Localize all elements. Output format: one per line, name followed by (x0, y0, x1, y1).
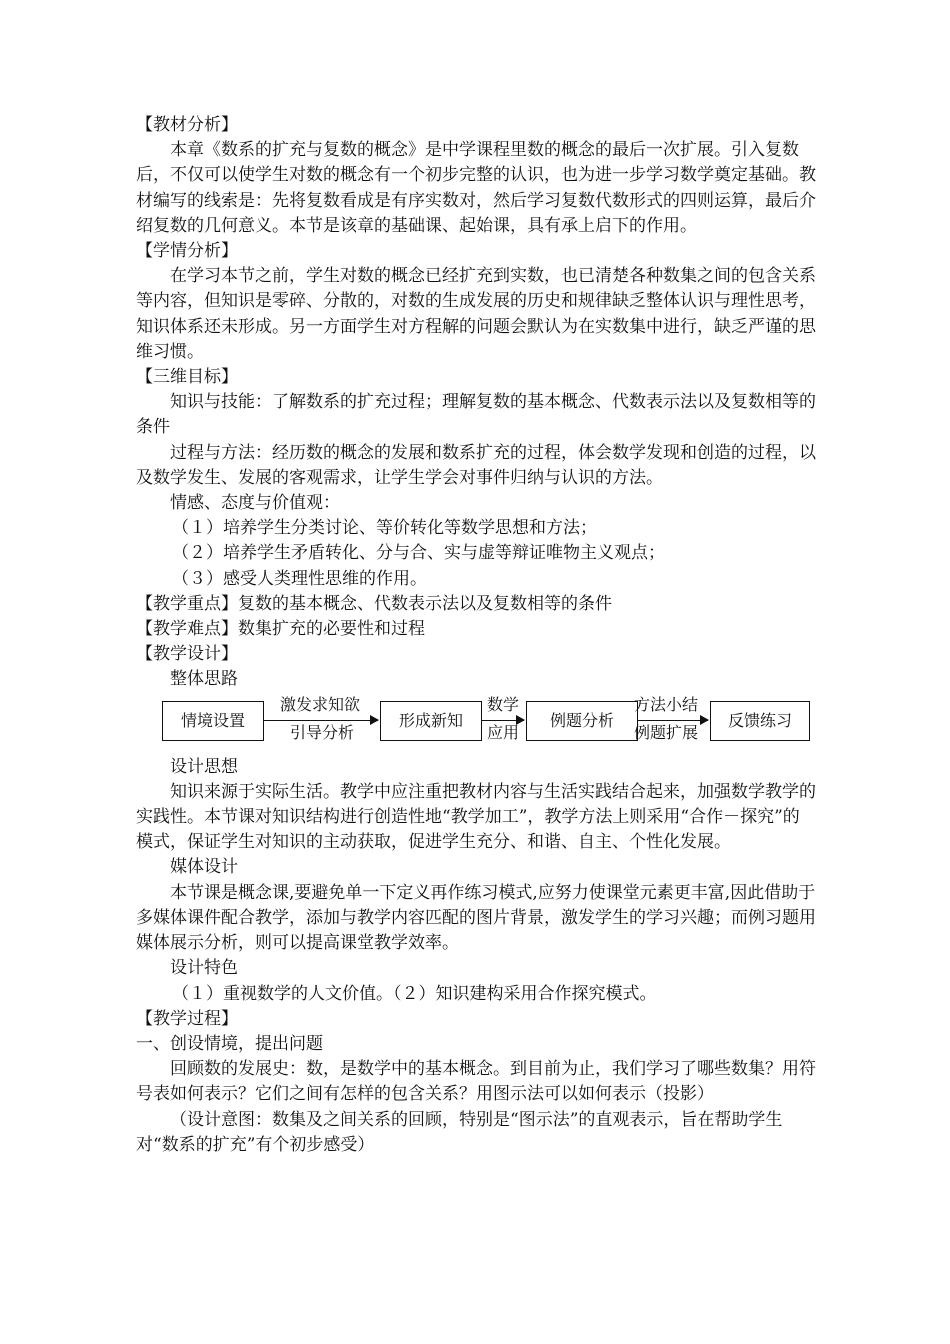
flow-box-situation: 情境设置 (162, 701, 264, 741)
goal-process-paragraph: 过程与方法：经历数的概念的发展和数系扩充的过程，体会数学发现和创造的过程，以及数学发生、发展的客观需求，让学生学会对事件归纳与认识的方法。 (136, 442, 816, 488)
design-idea-title: 设计思想 (170, 756, 238, 777)
flow-box-new-knowledge: 形成新知 (380, 701, 482, 741)
overall-idea-title: 整体思路 (170, 669, 238, 690)
media-design-paragraph: 本节课是概念课,要避免单一下定义再作练习模式,应努力使课堂元素更丰富,因此借助于多媒体课件配合教学，添加与教学内容匹配的图片背景，激发学生的学习兴趣；而例习题用媒体展示分析，则可以提高课堂教学效率。 (136, 882, 816, 954)
flow-label-apply: 应用 (487, 722, 520, 742)
flow-label-guide: 引导分析 (290, 722, 355, 742)
section-heading-student-analysis: 【学情分析】 (136, 241, 238, 262)
process-step1-note: （设计意图：数集及之间关系的回顾，特别是“图示法”的直观表示，旨在帮助学生对“数系的扩充”有个初步感受） (136, 1109, 783, 1155)
section-heading-key-point: 【教学重点】 (136, 593, 238, 614)
section-heading-difficulty: 【教学难点】 (136, 619, 238, 640)
flow-label-extend: 例题扩展 (634, 722, 699, 742)
flow-arrow (638, 720, 708, 722)
flow-label-math: 数学 (487, 694, 520, 714)
section-heading-textbook-analysis: 【教材分析】 (136, 115, 238, 135)
goal-emotion-item: （３）感受人类理性思维的作用。 (172, 568, 427, 589)
flow-box-feedback: 反馈练习 (710, 701, 810, 741)
goal-emotion-item: （２）培养学生矛盾转化、分与合、实与虚等辩证唯物主义观点； (172, 543, 665, 564)
section-heading-design: 【教学设计】 (136, 644, 238, 665)
flow-box-example: 例题分析 (526, 701, 638, 741)
difficulty-line (136, 617, 816, 642)
teaching-flow-diagram (162, 695, 816, 751)
flow-arrow (482, 720, 524, 722)
goal-emotion-title: 情感、态度与价值观： (170, 493, 340, 514)
section-heading-goals: 【三维目标】 (136, 367, 238, 388)
document-page (136, 113, 816, 1158)
flow-label-summary: 方法小结 (634, 694, 699, 714)
goal-emotion-item: （１）培养学生分类讨论、等价转化等数学思想和方法； (172, 518, 597, 539)
section-heading-process: 【教学过程】 (136, 1008, 238, 1029)
process-step1-title: 一、创设情境，提出问题 (136, 1033, 323, 1054)
flow-arrow (264, 720, 378, 722)
difficulty-text: 数集扩充的必要性和过程 (238, 619, 425, 640)
flow-label-motivate: 激发求知欲 (280, 694, 361, 714)
key-point-text: 复数的基本概念、代数表示法以及复数相等的条件 (238, 593, 612, 614)
design-feature-title: 设计特色 (170, 958, 238, 979)
goal-knowledge-paragraph: 知识与技能：了解数系的扩充过程；理解复数的基本概念、代数表示法以及复数相等的条件 (136, 392, 816, 438)
design-idea-paragraph: 知识来源于实际生活。教学中应注重把教材内容与生活实践结合起来，加强数学教学的实践性。本节课对知识结构进行创造性地“教学加工”，教学方法上则采用“合作－探究”的模式，保证学生对知识的主动获取，促进学生充分、和谐、自主、个性化发展。 (136, 781, 816, 853)
media-design-title: 媒体设计 (170, 857, 238, 878)
design-feature-paragraph: （１）重视数学的人文价值。（２）知识建构采用合作探究模式。 (172, 983, 657, 1004)
process-step1-paragraph: 回顾数的发展史：数，是数学中的基本概念。到目前为止，我们学习了哪些数集？用符号表如何表示？它们之间有怎样的包含关系？用图示法可以如何表示（投影） (136, 1059, 816, 1105)
textbook-analysis-paragraph: 本章《数系的扩充与复数的概念》是中学课程里数的概念的最后一次扩展。引入复数后，不仅可以使学生对数的概念有一个初步完整的认识，也为进一步学习数学奠定基础。教材编写的线索是：先将复数看成是有序实数对，然后学习复数代数形式的四则运算，最后介绍复数的几何意义。本节是该章的基础课、起始课，具有承上启下的作用。 (136, 140, 816, 236)
key-point-line (136, 592, 816, 617)
student-analysis-paragraph: 在学习本节之前，学生对数的概念已经扩充到实数，也已清楚各种数集之间的包含关系等内容，但知识是零碎、分散的，对数的生成发展的历史和规律缺乏整体认识与理性思考，知识体系还未形成。另一方面学生对方程解的问题会默认为在实数集中进行，缺乏严谨的思维习惯。 (136, 266, 816, 362)
